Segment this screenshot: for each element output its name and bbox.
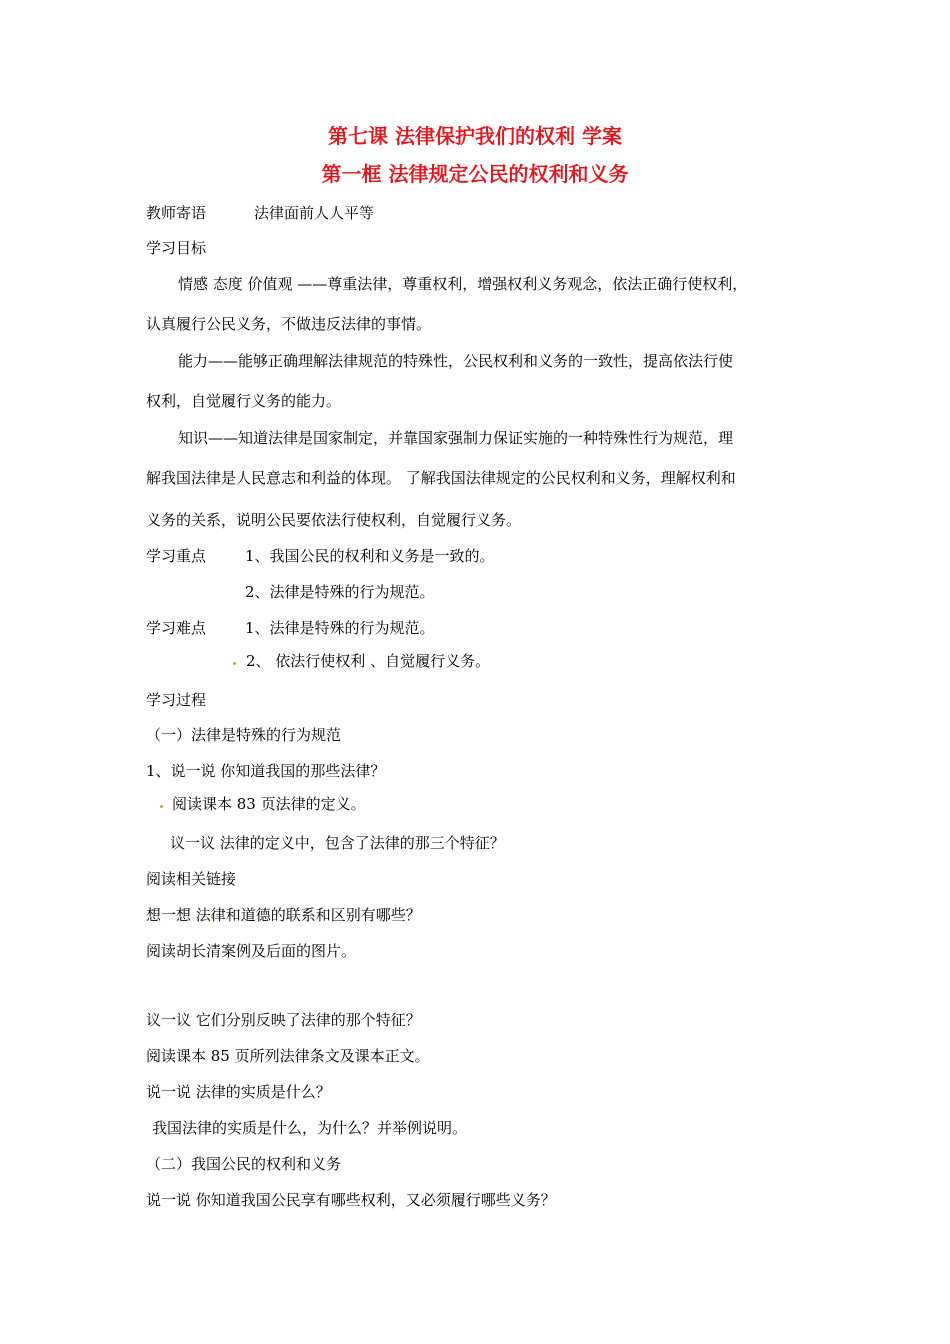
activity-item-8: 阅读课本 85 页所列法律条文及课本正文。 xyxy=(146,1047,430,1065)
key-point-1: 1、我国公民的权利和义务是一致的。 xyxy=(245,547,495,565)
section-2-heading: （二）我国公民的权利和义务 xyxy=(146,1155,342,1173)
key-points-label: 学习重点 xyxy=(146,547,207,565)
key-point-2: 2、法律是特殊的行为规范。 xyxy=(245,583,435,601)
activity-item-7: 议一议 它们分别反映了法律的那个特征？ xyxy=(146,1011,421,1029)
activity-item-3: 议一议 法律的定义中，包含了法律的那三个特征？ xyxy=(170,834,505,852)
goal-emotion-line-2: 认真履行公民义务，不做违反法律的事情。 xyxy=(146,315,432,333)
activity-item-6: 阅读胡长清案例及后面的图片。 xyxy=(146,942,357,960)
section-1-heading: （一）法律是特殊的行为规范 xyxy=(146,726,342,744)
activity-item-5: 想一想 法律和道德的联系和区别有哪些？ xyxy=(146,906,421,924)
teacher-text: 法律面前人人平等 xyxy=(254,204,375,222)
goal-knowledge-line-2: 解我国法律是人民意志和利益的体现。 了解我国法律规定的公民权利和义务，理解权利和 xyxy=(146,469,736,487)
activity-item-2: 阅读课本 83 页法律的定义。 xyxy=(172,795,366,813)
goals-heading: 学习目标 xyxy=(146,239,207,257)
difficulty-label: 学习难点 xyxy=(146,619,207,637)
activity-item-11: 说一说 你知道我国公民享有哪些权利，又必须履行哪些义务？ xyxy=(146,1191,556,1209)
goal-knowledge-line-3: 义务的关系，说明公民要依法行使权利，自觉履行义务。 xyxy=(146,511,522,529)
process-heading: 学习过程 xyxy=(146,691,207,709)
activity-item-1: 1、说一说 你知道我国的那些法律？ xyxy=(146,762,386,780)
difficulty-2: 2、 依法行使权利 、自觉履行义务。 xyxy=(246,652,491,670)
teacher-label: 教师寄语 xyxy=(146,204,207,222)
difficulty-1: 1、法律是特殊的行为规范。 xyxy=(245,619,435,637)
document-subtitle: 第一框 法律规定公民的权利和义务 xyxy=(321,162,629,186)
stray-dot-mark xyxy=(233,662,236,665)
activity-item-4: 阅读相关链接 xyxy=(146,870,237,888)
activity-item-9: 说一说 法律的实质是什么？ xyxy=(146,1083,331,1101)
stray-dot-mark xyxy=(160,805,163,808)
goal-ability-line-1: 能力——能够正确理解法律规范的特殊性，公民权利和义务的一致性，提高依法行使 xyxy=(178,352,734,370)
activity-item-10: 我国法律的实质是什么，为什么？并举例说明。 xyxy=(152,1119,468,1137)
document-title: 第七课 法律保护我们的权利 学案 xyxy=(328,124,622,148)
goal-emotion-line-1: 情感 态度 价值观 ——尊重法律，尊重权利，增强权利义务观念，依法正确行使权利， xyxy=(178,275,748,293)
goal-ability-line-2: 权利，自觉履行义务的能力。 xyxy=(146,392,342,410)
goal-knowledge-line-1: 知识——知道法律是国家制定，并靠国家强制力保证实施的一种特殊性行为规范，理 xyxy=(178,429,734,447)
